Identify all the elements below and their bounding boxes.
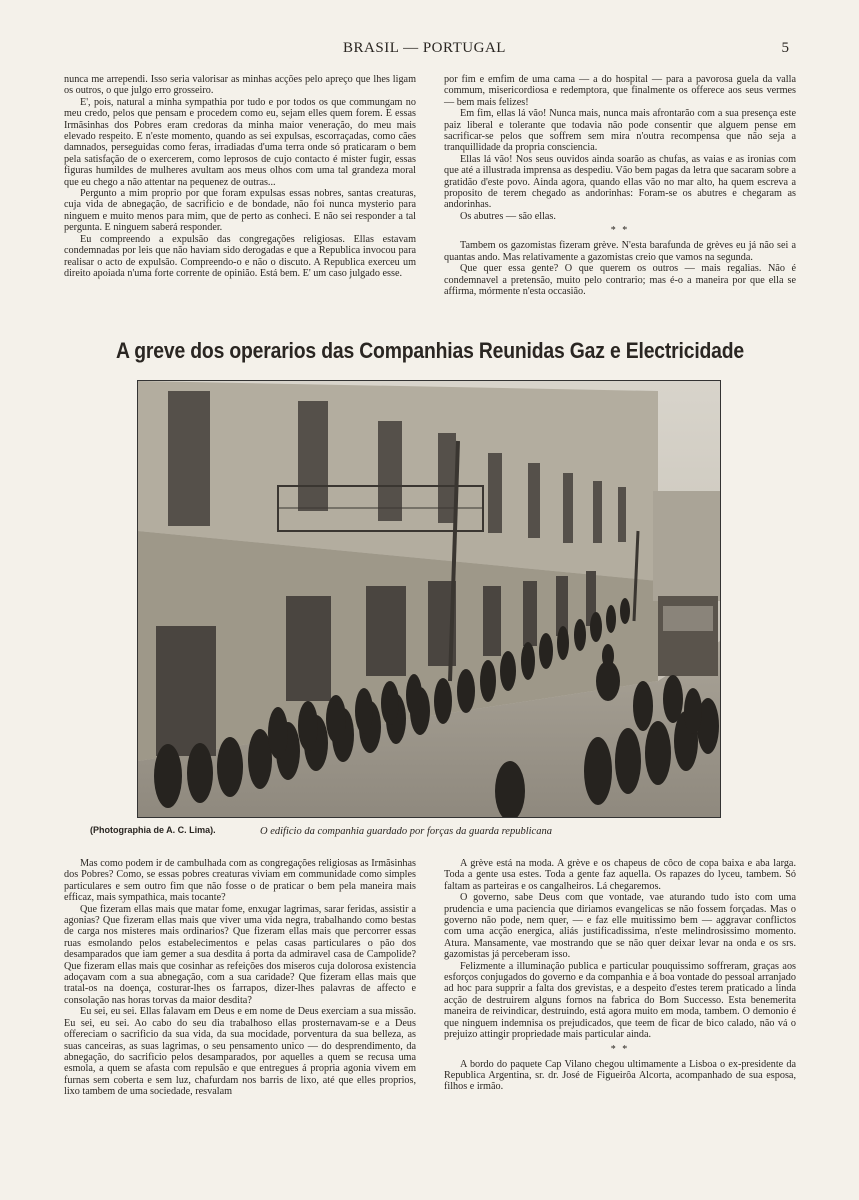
paragraph: por fim e emfim de uma cama — a do hospital — para a pavorosa guela da valla commum, misericordiosa e redemptora, que finalmente os offerece aos seus vermes — bem mais felizes!	[444, 74, 796, 108]
page-number: 5	[781, 40, 789, 56]
article-headline: A greve dos operarios das Companhias Reunidas Gaz e Electricidade	[115, 338, 745, 363]
paragraph: Eu sei, eu sei. Ellas falavam em Deus e em nome de Deus exerciam a sua missão. Eu sei, eu sei. Ao cabo do seu dia trabalhoso ellas prosternavam-se e a Deus offereciam o sacrificio da sua vida, da sua mocidade, porventura da sua belleza, as suas canceiras, as suas lagrimas, o seu pensamento unico — do desprendimento, da abnegação, do sacrificio pelos desamparados, por aquelles a quem se recusa uma esmola, a quem se afasta com repulsão e que entregues á propria agonia vivem em furnas sem coberta e sem luz, chafurdam nos barris de lixo, até que elles proprios, lixo tambem de uma sociedade, resvalam	[64, 1006, 416, 1098]
photo-caption: O edificio da companhia guardado por forças da guarda republicana	[260, 826, 552, 837]
paragraph: Pergunto a mim proprio por que foram expulsas essas nobres, santas creaturas, cuja vida de abnegação, de sacrificio e de bondade, não foi nunca mysterio para ninguem e muito menos para mim, que de perto as conheci. E não sei responder a tal pergunta. E ninguem saberá responder.	[64, 188, 416, 234]
paragraph: O governo, sabe Deus com que vontade, vae aturando tudo isto com uma prudencia e uma paciencia que diriamos evangelicas se não fossem forçadas. Mas o governo não pode, nem quer, — e faz elle muitissimo bem — aggravar conflictos com uma acção energica, aliás justificadissima, n'este melindrosissimo momento. Atura. Mansamente, vae mostrando que se não quer deixar levar na onda e os srs. gazomistas já perceberam isso.	[444, 892, 796, 961]
paragraph: Que quer essa gente? O que querem os outros — mais regalias. Não é condemnavel a pretensão, muito pelo contrario; mas é-o a maneira por que ella se affirma, mórmente n'esta occasião.	[444, 263, 796, 297]
paragraph: Ellas lá vão! Nos seus ouvidos ainda soarão as chufas, as vaias e as ironias com que até a illustrada imprensa as despediu. Vão bem pagas da letra que sacaram sobre a gratidão d'este povo. Ainda agora, quando ellas vão no mar alto, ha quem escreva a proposito de terem chegado as andorinhas: Foram-se os abutres e chegaram as andorinhas.	[444, 153, 796, 211]
top-columns	[64, 74, 796, 297]
publication-title: BRASIL — PORTUGAL	[343, 40, 506, 56]
section-separator: * *	[610, 225, 630, 237]
paragraph: Que fizeram ellas mais que matar fome, enxugar lagrimas, sarar feridas, assistir a agonias? Que fizeram ellas mais que viver uma vida negra, trabalhando como bestas de carga nos misteres mais ordinarios? Que fizeram ellas mais que percorrer essas ruas esmolando pelos estabelecimentos e pelas casas particulares o pão dos desamparados que iam gemer a sua desdita á porta da admiravel casa de Campolide? Que fizeram ellas mais que cosinhar as refeições dos miseros cuja dolorosa existencia adoçavam com a sua abnegação, com a sua caridade? Que fizeram ellas mais que tratal-os na doença, costurar-lhes os farrapos, dizer-lhes palavras de affecto e consolação nas horas torvas da maior desdita?	[64, 903, 416, 1006]
bottom-right-column	[444, 858, 796, 1098]
top-right-column	[444, 74, 796, 297]
news-photograph	[137, 380, 721, 818]
paragraph: Em fim, ellas lá vão! Nunca mais, nunca mais afrontarão com a sua presença este paiz liberal e tolerante que todavia não pode consentir que alguem pense em sacrificar-se pelos que soffrem sem mira n'outra recompensa que não seja a tranquillidade da propria consciencia.	[444, 108, 796, 154]
bottom-left-column	[64, 858, 416, 1098]
paragraph: nunca me arrependi. Isso seria valorisar as minhas acções pelo apreço que lhes ligam os outros, o que julgo erro grosseiro.	[64, 74, 416, 97]
photo-credit: (Photographia de A. C. Lima).	[90, 825, 216, 835]
paragraph: A grève está na moda. A grève e os chapeus de côco de copa baixa e aba larga. Toda a gente usa estes. Toda a gente faz aquella. Os rapazes do lyceu, tambem. Só faltam as parteiras e os cangalheiros. Lá chegaremos.	[444, 858, 796, 892]
page-header	[60, 40, 789, 62]
paragraph: Os abutres — são ellas.	[460, 210, 556, 222]
section-separator: * *	[610, 1043, 630, 1055]
paragraph: Felizmente a illuminação publica e particular pouquissimo soffreram, graças aos esforços conjugados do governo e da companhia e á boa vontade do pessoal arranjado ad hoc para supprir a falta dos grevistas, e a despeito d'estes terem praticado a linda acção de destruirem alguns fornos na fabrica do Bom Successo. Esta benemerita maneira de reivindicar, destruindo, está agora muito em moda, tambem. O demonio é que ninguem indemnisa os prejudicados, que teem de ficar de bico calado, não vá o prejuizo attingir propriedade mais particular ainda.	[444, 960, 796, 1041]
paragraph: Tambem os gazomistas fizeram grève. N'esta barafunda de grèves eu já não sei a quantas ando. Mas relativamente a gazomistas creio que vamos na segunda.	[444, 240, 796, 263]
paragraph: Mas como podem ir de cambulhada com as congregações religiosas as Irmãsinhas dos Pobres? Como, se essas pobres creaturas viviam em communidade como simples particulares e sem outro fim que não fosse o de praticar o bem pela maneira mais efficaz, mais sympathica, mais tocante?	[64, 858, 416, 904]
paragraph: E', pois, natural a minha sympathia por tudo e por todos os que commungam no meu credo, pelos que pensam e procedem como eu, sejam elles quem forem. E essas Irmãsinhas dos Pobres eram credoras da minha maior veneração, do meu mais elevado respeito. E n'este momento, quando as sei expulsas, escorraçadas, como cães damnados, perseguidas como feras, irradiadas d'uma terra onde só praticaram o bem pela satisfação de o exercerem, como leprosos de cujo contacto é mister fugir, essas figuras humildes de mulheres avultam aos meus olhos com uma tal grandeza moral que eu chego a não attentar na pequenez de outras...	[64, 96, 416, 188]
bottom-columns	[64, 858, 796, 1098]
building-strike-photo-illustration	[138, 381, 720, 817]
top-left-column	[64, 74, 416, 297]
paragraph: A bordo do paquete Cap Vilano chegou ultimamente a Lisboa o ex-presidente da Republica Argentina, sr. dr. José de Figueirôa Alcorta, acompanhado de sua esposa, filhos e irmão.	[444, 1058, 796, 1093]
paragraph: Eu compreendo a expulsão das congregações religiosas. Ellas estavam condemnadas por leis que não haviam sido derogadas e que a Republica invocou para realisar o acto de expulsão. Compreendo-o e não o discuto. A Republica exerceu um direito apoiada n'uma forte corrente de opinião. Está bem. E' um caso julgado esse.	[64, 233, 416, 279]
